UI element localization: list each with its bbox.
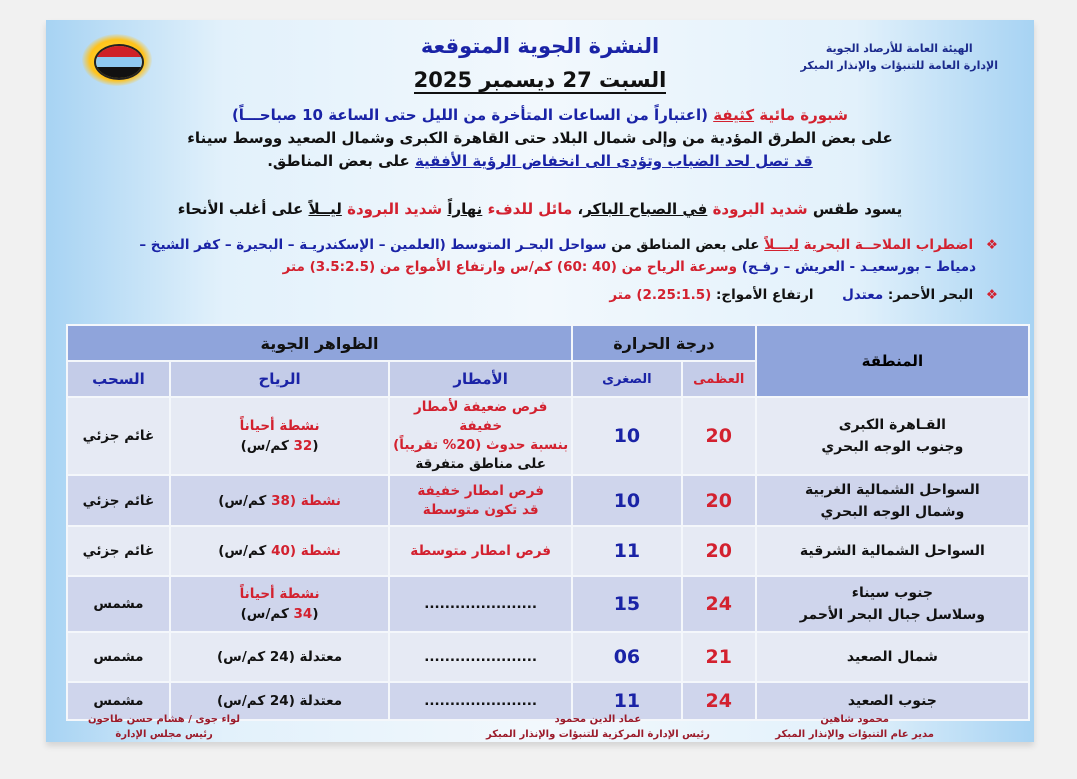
signature-central-director: عماد الدين محمود رئيس الإدارة المركزية للتنبؤات والإنذار المبكر xyxy=(486,714,710,740)
max-temp: 20 xyxy=(682,397,756,475)
forecast-table xyxy=(66,324,1030,721)
header-wind: الرياح xyxy=(170,361,389,397)
header-max: العظمى xyxy=(682,361,756,397)
header-phenomena: الظواهر الجوية xyxy=(67,325,572,361)
max-temp: 24 xyxy=(682,576,756,632)
red-sea-status: ❖ البحر الأحمر: معتدل ارتفاع الأمواج: (2.25:1.5) متر xyxy=(609,287,998,303)
table-row: القـاهرة الكبرى وجنوب الوجه البحري 20 10 فرص ضعيفة لأمطار خفيفة بنسبة حدوث (20% تقريباً) على مناطق متفرقة نشطة أحياناً (32 كم/س) غائم جزئي xyxy=(67,397,1029,475)
table-row: شمال الصعيد 21 06 ...................... معتدلة (24 كم/س) مشمس xyxy=(67,632,1029,682)
bulletin-date: السبت 27 ديسمبر 2025 xyxy=(413,68,667,92)
min-temp: 10 xyxy=(572,397,682,475)
diamond-bullet-icon: ❖ xyxy=(985,287,998,303)
min-temp: 10 xyxy=(572,475,682,526)
org-line-1: الهيئة العامة للأرصاد الجوية xyxy=(825,42,973,55)
max-temp: 21 xyxy=(682,632,756,682)
min-temp: 11 xyxy=(572,682,682,720)
clouds: غائم جزئي xyxy=(67,475,170,526)
clouds: غائم جزئي xyxy=(67,397,170,475)
fog-timing: (اعتباراً من الساعات المتأخرة من الليل حتى الساعة 10 صباحـــاً) xyxy=(231,106,708,124)
clouds: غائم جزئي xyxy=(67,526,170,576)
header-min: الصغرى xyxy=(572,361,682,397)
signature-forecast-director: محمود شاهين مدير عام التنبؤات والإنذار المبكر xyxy=(775,714,934,740)
table-row: السواحل الشمالية الغربية وشمال الوجه البحري 20 10 فرص امطار خفيفة قد تكون متوسطة نشطة (38 كم/س) غائم جزئي xyxy=(67,475,1029,526)
table-row: جنوب سيناء وسلاسل جبال البحر الأحمر 24 15 ...................... نشطة أحياناً (34 كم/س) مشمس xyxy=(67,576,1029,632)
header-temperature: درجة الحرارة xyxy=(572,325,756,361)
max-temp: 20 xyxy=(682,526,756,576)
min-temp: 06 xyxy=(572,632,682,682)
fog-visibility-note: قد تصل لحد الضباب وتؤدى الى انخفاض الرؤية الأفقية xyxy=(414,152,813,170)
page-title: النشرة الجوية المتوقعة xyxy=(420,34,660,58)
clouds: مشمس xyxy=(67,576,170,632)
header-rain: الأمطار xyxy=(389,361,572,397)
header-clouds: السحب xyxy=(67,361,170,397)
header-region: المنطقة xyxy=(756,325,1029,397)
clouds: مشمس xyxy=(67,632,170,682)
fog-warning xyxy=(46,104,1034,173)
table-row: السواحل الشمالية الشرقية 20 11 فرص امطار متوسطة نشطة (40 كم/س) غائم جزئي xyxy=(67,526,1029,576)
org-line-2: الإدارة العامة للتنبؤات والإنذار المبكر xyxy=(800,59,998,72)
signature-chairman: لواء جوى / هشام حسن طاحون رئيس مجلس الإدارة xyxy=(88,714,241,740)
marine-warning: ❖ اضطراب الملاحــة البحرية ليـــلاً على بعض المناطق من سواحل البحـر المتوسط (العلمين – الإسكندريـة – البحيرة – كفر الشيخ – دمياط – بورسعيـد - العريش – رفـح) وسرعة الرياح من (40 :60) كم/س وارتفاع الأمواج من (3.5:2.5) متر ❖ البحر الأحمر: معتدل ارتفاع الأمواج: (2.25:1.5) متر xyxy=(136,234,998,306)
fog-label: شبورة مائية xyxy=(759,106,849,124)
min-temp: 15 xyxy=(572,576,682,632)
max-temp: 24 xyxy=(682,682,756,720)
weather-summary: يسود طقس شديد البرودة في الصباح الباكر، مائل للدفء نهاراً شديد البرودة ليــلاً على أغلب الأنحاء xyxy=(177,200,903,218)
fog-intensity: كثيفة xyxy=(713,106,755,124)
fog-areas: على بعض الطرق المؤدية من وإلى شمال البلاد حتى القاهرة الكبرى وشمال الصعيد ووسط سيناء xyxy=(187,129,893,147)
min-temp: 11 xyxy=(572,526,682,576)
max-temp: 20 xyxy=(682,475,756,526)
fog-visibility-rest: على بعض المناطق. xyxy=(267,152,410,170)
diamond-bullet-icon: ❖ xyxy=(985,237,998,253)
table-row: جنوب الصعيد 24 11 ...................... معتدلة (24 كم/س) مشمس xyxy=(67,682,1029,720)
clouds: مشمس xyxy=(67,682,170,720)
weather-bulletin xyxy=(46,20,1034,742)
